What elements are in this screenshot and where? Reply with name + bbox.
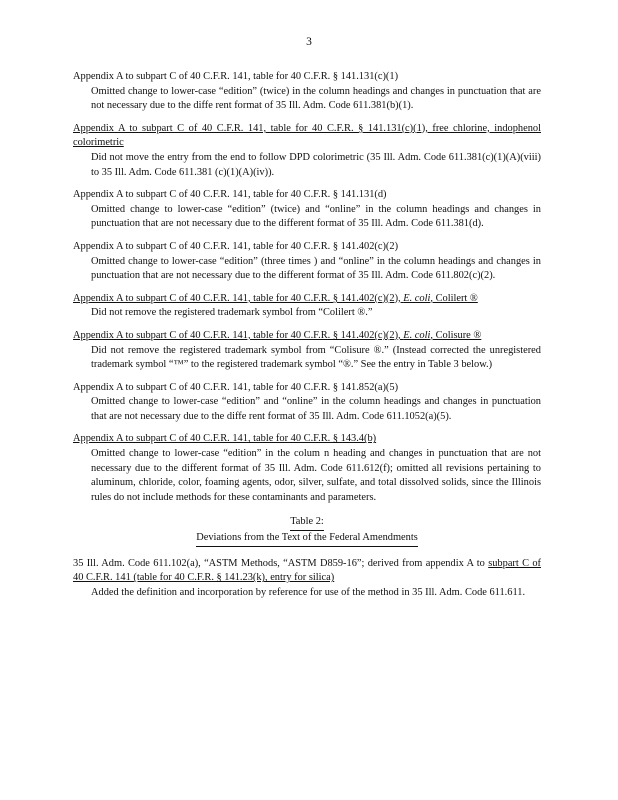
table-label: Table 2: (290, 515, 324, 531)
entry-heading: Appendix A to subpart C of 40 C.F.R. 141, table for 40 C.F.R. § 141.402(c)(2) (73, 240, 399, 252)
table-2-caption (73, 515, 541, 546)
entry-heading: Appendix A to subpart C of 40 C.F.R. 141, table for 40 C.F.R. § 141.852(a)(5) (73, 381, 399, 393)
entry-body: Omitted change to lower-case “edition” (three times ) and “online” in the column headings and changes in punctuation that are not necessary due to the different format of 35 Ill. Adm. Code 611.802(c)(2). (91, 255, 541, 282)
heading-underlined: subpart C of 40 C.F.R. 141 (table for 40 C.F.R. § 141.23(k), entry for silica) (73, 557, 541, 584)
entry-2 (73, 122, 541, 180)
table-title: Deviations from the Text of the Federal Amendments (196, 531, 418, 547)
heading-text-tail: , Colilert ® (430, 292, 478, 304)
entry-3 (73, 188, 541, 232)
heading-text: 35 Ill. Adm. Code 611.102(a), “ASTM Methods, “ASTM D859-16”; derived from appendix A to (73, 557, 489, 569)
entry-body: Did not remove the registered trademark symbol from “Colisure ®.” (Instead corrected the unregistered trademark symbol “™” to the registered trademark symbol “®.” See the entry in Table 3 below.) (91, 344, 541, 371)
entry-heading: Appendix A to subpart C of 40 C.F.R. 141, table for 40 C.F.R. § 141.131(d) (73, 189, 387, 201)
entry-heading (73, 292, 541, 307)
entry-body: Omitted change to lower-case “edition” (twice) in the column headings and changes in punctuation that are not necessary due to the diffe rent format of 35 Ill. Adm. Code 611.381(b)(1). (91, 85, 541, 112)
entry-7 (73, 381, 541, 425)
heading-text: Appendix A to subpart C of 40 C.F.R. 141, table for 40 C.F.R. § 141.402(c)(2), (73, 292, 404, 304)
table-2-entry (73, 557, 541, 601)
heading-italic: E. coli (403, 329, 431, 341)
entry-body: Did not move the entry from the end to follow DPD colorimetric (35 Ill. Adm. Code 611.381(c)(1)(A)(viii) to 35 Ill. Adm. Code 611.381 (c)(1)(A)(iv)). (91, 151, 541, 178)
entry-heading (73, 329, 541, 344)
entry-heading: Appendix A to subpart C of 40 C.F.R. 141, table for 40 C.F.R. § 141.131(c)(1) (73, 71, 399, 82)
heading-text: Appendix A to subpart C of 40 C.F.R. 141, table for 40 C.F.R. § 141.402(c)(2), (73, 329, 404, 341)
heading-italic: E. coli (403, 292, 431, 304)
entry-heading: Appendix A to subpart C of 40 C.F.R. 141, table for 40 C.F.R. § 141.131(c)(1), free chlorine, indophenol colorimetric (73, 122, 541, 149)
entry-heading: Appendix A to subpart C of 40 C.F.R. 141, table for 40 C.F.R. § 143.4(b) (73, 433, 377, 445)
heading-text-tail: , Colisure ® (430, 329, 482, 341)
entry-body: Omitted change to lower-case “edition” and “online” in the column headings and changes in punctuation that are not necessary due to the diffe rent format of 35 Ill. Adm. Code 611.1052(a)(5). (91, 396, 541, 422)
entry-5 (73, 292, 541, 321)
entry-6 (73, 329, 541, 373)
entry-heading (73, 557, 541, 586)
entry-body: Omitted change to lower-case “edition” (twice) and “online” in the column headings and changes in punctuation that are not necessary due to the different format of 35 Ill. Adm. Code 611.381(d). (91, 203, 541, 230)
entry-1 (73, 70, 541, 114)
entry-body: Omitted change to lower-case “edition” in the colum n heading and changes in punctuation that are not necessary due to the different format of 35 Ill. Adm. Code 611.612(f); omitted all revisions pertaining to aluminum, chloride, color, foaming agents, odor, silver, sulfate, and total dissolved solids, since the Illinois rules do not include methods for these contaminants and parameters. (91, 448, 541, 503)
entry-8 (73, 432, 541, 505)
entry-body: Did not remove the registered trademark symbol from “Colilert ®.” (91, 307, 373, 319)
entry-body: Added the definition and incorporation by reference for use of the method in 35 Ill. Adm. Code 611.611. (91, 586, 526, 598)
page-number: 3 (306, 36, 312, 48)
entry-4 (73, 240, 541, 284)
document-body (73, 70, 541, 608)
